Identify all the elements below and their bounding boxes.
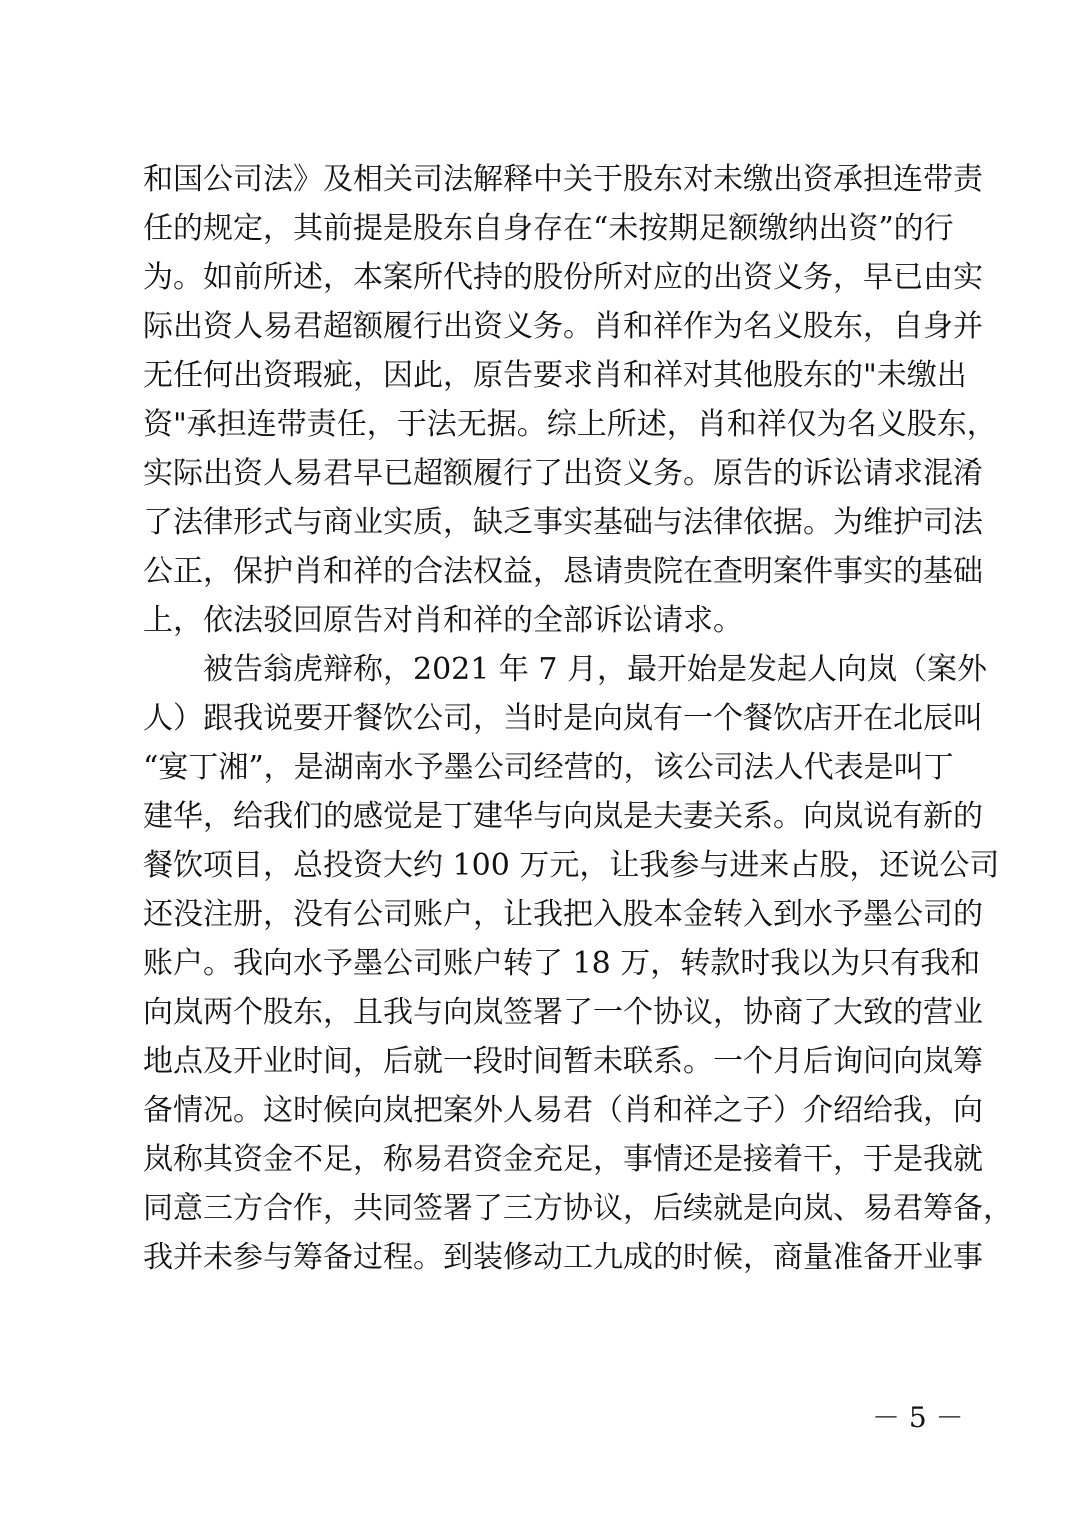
text-line: 岚称其资金不足，称易君资金充足，事情还是接着干，于是我就 [143,1142,983,1177]
text-line: 际出资人易君超额履行出资义务。肖和祥作为名义股东，自身并 [143,309,983,344]
text-line: 无任何出资瑕疵，因此，原告要求肖和祥对其他股东的"未缴出 [143,358,967,393]
text-line: 资"承担连带责任，于法无据。综上所述，肖和祥仅为名义股东， [143,407,997,442]
text-line: 备情况。这时候向岚把案外人易君（肖和祥之子）介绍给我，向 [143,1093,983,1128]
text-line: 和国公司法》及相关司法解释中关于股东对未缴出资承担连带责 [143,162,983,197]
text-line: 公正，保护肖和祥的合法权益，恳请贵院在查明案件事实的基础 [143,554,983,589]
text-line: 了法律形式与商业实质，缺乏事实基础与法律依据。为维护司法 [143,505,983,540]
text-line: “宴丁湘”，是湖南水予墨公司经营的，该公司法人代表是叫丁 [143,750,954,785]
text-line: 账户。我向水予墨公司账户转了 18 万，转款时我以为只有我和 [143,946,981,981]
text-line: 被告翁虎辩称，2021 年 7 月，最开始是发起人向岚（案外 [143,652,988,687]
text-line: 我并未参与筹备过程。到装修动工九成的时候，商量准备开业事 [143,1240,983,1275]
text-line: 餐饮项目，总投资大约 100 万元，让我参与进来占股，还说公司 [143,848,1000,883]
text-line: 同意三方合作，共同签署了三方协议，后续就是向岚、易君筹备， [143,1191,1013,1226]
text-line: 实际出资人易君早已超额履行了出资义务。原告的诉讼请求混淆 [143,456,983,491]
text-line: 地点及开业时间，后就一段时间暂未联系。一个月后询问向岚筹 [143,1044,983,1079]
text-line: 任的规定，其前提是股东自身存在“未按期足额缴纳出资”的行 [143,211,954,246]
text-line: 为。如前所述，本案所代持的股份所对应的出资义务，早已由实 [143,260,983,295]
document-body [143,155,1013,1282]
text-line: 人）跟我说要开餐饮公司，当时是向岚有一个餐饮店开在北辰叫 [143,701,983,736]
text-line: 上，依法驳回原告对肖和祥的全部诉讼请求。 [143,603,743,638]
text-line: 向岚两个股东，且我与向岚签署了一个协议，协商了大致的营业 [143,995,983,1030]
text-line: 建华，给我们的感觉是丁建华与向岚是夫妻关系。向岚说有新的 [143,799,983,834]
text-line: 还没注册，没有公司账户，让我把入股本金转入到水予墨公司的 [143,897,983,932]
page-number: － 5 － [872,1401,964,1434]
